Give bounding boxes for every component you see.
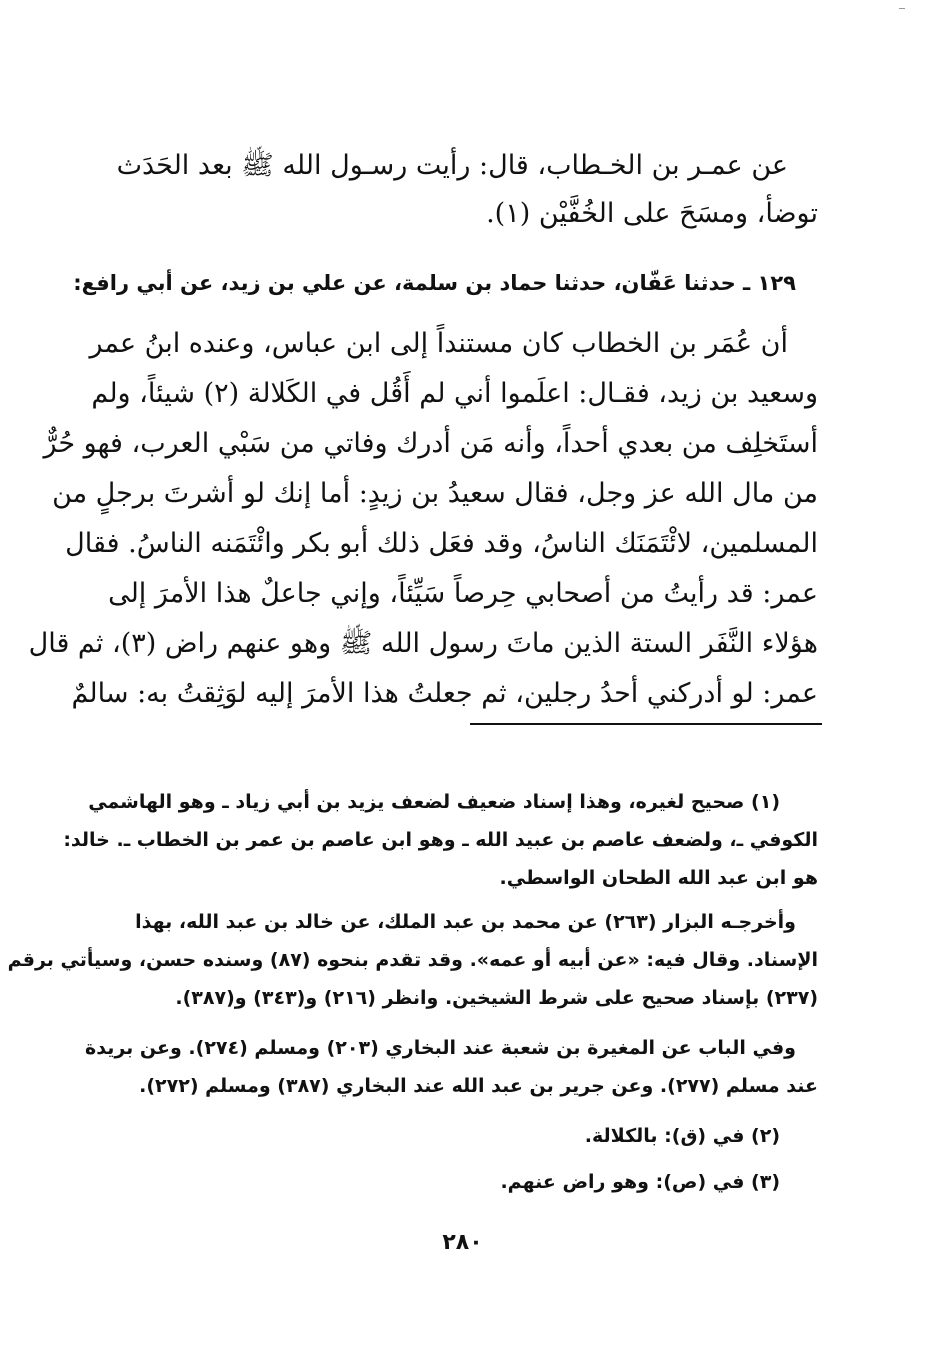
hadith-line: المسلمين، لائْتَمَنَك الناسُ، وقد فعَل ذلك أبو بكر وائْتَمَنه الناسُ. فقال [65, 528, 818, 559]
body-line: توضأ، ومسَحَ على الخُفَّيْن (١). [486, 198, 818, 229]
hadith-line: عمر: لو أدركني أحدُ رجلين، ثم جعلتُ هذا الأمرَ إليه لوَثِقتُ به: سالمٌ [71, 678, 818, 709]
hadith-line: أن عُمَر بن الخطاب كان مستنداً إلى ابن عباس، وعنده ابنُ عمر [89, 328, 788, 359]
footnote-line: هو ابن عبد الله الطحان الواسطي. [499, 867, 818, 889]
hadith-line: أستَخلِف من بعدي أحداً، وأنه مَن أدرك وفاتي من سَبْي العرب، فهو حُرٌّ [43, 428, 818, 459]
footnote-line: وأخرجـه البزار (٢٦٣) عن محمد بن عبد الملك، عن خالد بن عبد الله، بهذا [135, 911, 796, 933]
footnote-line: (٢٣٧) بإسناد صحيح على شرط الشيخين. وانظر (٢١٦) و(٣٤٣) و(٣٨٧). [175, 987, 818, 1009]
footnote-line: عند مسلم (٢٧٧). وعن جرير بن عبد الله عند البخاري (٣٨٧) ومسلم (٢٧٢). [139, 1075, 818, 1097]
footnote-line: (١) صحيح لغيره، وهذا إسناد ضعيف لضعف يزيد بن أبي زياد ـ وهو الهاشمي [88, 791, 780, 813]
footnote-3: (٣) في (ص): وهو راض عنهم. [500, 1171, 780, 1193]
footnote-line: وفي الباب عن المغيرة بن شعبة عند البخاري (٢٠٣) ومسلم (٢٧٤). وعن بريدة [85, 1037, 796, 1059]
footnote-line: الإسناد. وقال فيه: «عن أبيه أو عمه». وقد تقدم بنحوه (٨٧) وسنده حسن، وسيأتي برقم [7, 949, 818, 971]
body-line: عن عمـر بن الخـطاب، قال: رأيت رسـول الله ﷺ بعد الحَدَث [116, 150, 788, 181]
footnote-line: الكوفي ـ، ولضعف عاصم بن عبيد الله ـ وهو ابن عاصم بن عمر بن الخطاب ـ. خالد: [63, 829, 818, 851]
footnote-separator [470, 723, 822, 725]
footnote-2: (٢) في (ق): بالكلالة. [584, 1125, 780, 1147]
hadith-line: وسعيد بن زيد، فقـال: اعلَموا أني لم أَقُل في الكَلالة (٢) شيئاً، ولم [91, 378, 818, 409]
page-number: ٢٨٠ [442, 1230, 483, 1255]
hadith-header: ١٢٩ ـ حدثنا عَفّان، حدثنا حماد بن سلمة، عن علي بن زيد، عن أبي رافع: [73, 271, 796, 295]
hadith-line: من مال الله عز وجل، فقال سعيدُ بن زيدٍ: أما إنك لو أشرتَ برجلٍ من [52, 478, 818, 509]
hadith-line: عمر: قد رأيتُ من أصحابي حِرصاً سَيِّئاً، وإني جاعلٌ هذا الأمرَ إلى [108, 578, 818, 609]
hadith-line: هؤلاء النَّفَر الستة الذين ماتَ رسول الله ﷺ وهو عنهم راض (٣)، ثم قال [28, 628, 818, 659]
scan-mark [899, 8, 905, 9]
